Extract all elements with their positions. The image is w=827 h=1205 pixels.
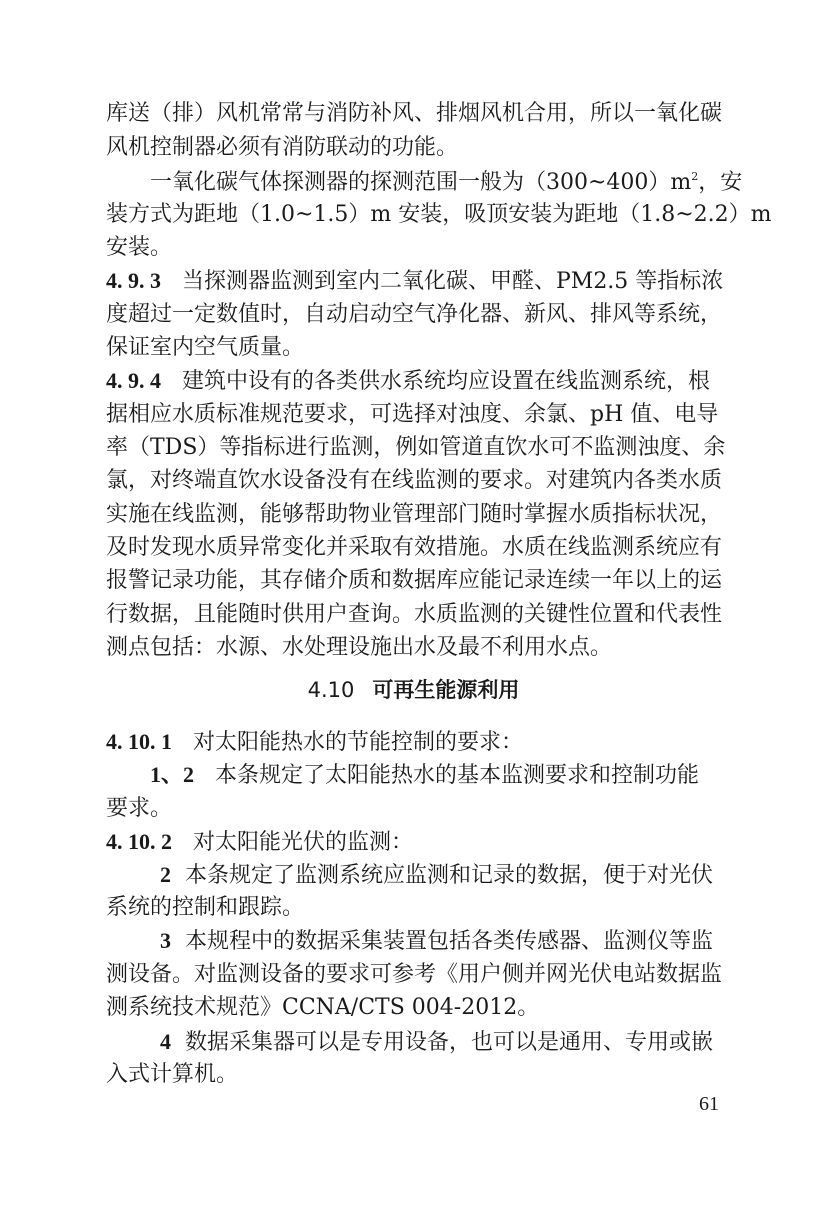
clause-number: 4. 9. 4 (106, 368, 161, 393)
item-text: 本规程中的数据采集装置包括各类传感器、监测仪等监 (185, 929, 714, 954)
para-line: 报警记录功能，其存储介质和数据库应能记录连续一年以上的运 (106, 568, 723, 593)
clause-4-9-4 (106, 366, 718, 397)
para-line: 安装。 (106, 235, 173, 260)
para-line: 度超过一定数值时，自动启动空气净化器、新风、排风等系统， (106, 302, 723, 327)
para-line: 要求。 (106, 796, 173, 821)
item-number: 1、2 (150, 762, 195, 787)
item-3 (160, 926, 718, 957)
para-line (150, 168, 743, 198)
clause-text: 对太阳能热水的节能控制的要求： (192, 730, 523, 755)
para-line: 氯，对终端直饮水设备没有在线监测的要求。对建筑内各类水质 (106, 468, 723, 493)
item-text: 数据采集器可以是专用设备，也可以是通用、专用或嵌 (185, 1030, 714, 1055)
clause-4-10-1 (106, 727, 718, 758)
para-line: 据相应水质标准规范要求，可选择对浊度、余氯、pH 值、电导 (106, 402, 719, 427)
item-4 (160, 1027, 718, 1058)
para-text: 一氧化碳气体探测器的探测范围一般为（300~400）m (150, 170, 692, 195)
clause-4-9-3 (106, 266, 724, 297)
para-line: 系统的控制和跟踪。 (106, 895, 305, 920)
section-heading (0, 675, 827, 705)
para-line: 风机控制器必须有消防联动的功能。 (106, 135, 459, 160)
para-line: 行数据，且能随时供用户查询。水质监测的关键性位置和代表性 (106, 602, 723, 627)
item-2 (160, 860, 718, 891)
item-text: 本条规定了太阳能热水的基本监测要求和控制功能 (215, 763, 700, 788)
clause-number: 4. 9. 3 (106, 268, 161, 293)
para-text: ，安 (698, 170, 743, 195)
section-number: 4.10 (307, 678, 355, 702)
clause-text: 对太阳能光伏的监测： (192, 830, 413, 855)
clause-4-10-2 (106, 827, 718, 858)
para-line: 入式计算机。 (106, 1062, 239, 1087)
item-number: 3 (160, 928, 171, 953)
clause-text: 建筑中设有的各类供水系统均应设置在线监测系统，根 (181, 369, 710, 394)
para-line: 装方式为距地（1.0~1.5）m 安装，吸顶安装为距地（1.8~2.2）m (106, 202, 772, 227)
para-line: 测设备。对监测设备的要求可参考《用户侧并网光伏电站数据监 (106, 962, 723, 987)
clause-number: 4. 10. 1 (106, 729, 172, 754)
clause-text: 当探测器监测到室内二氧化碳、甲醛、PM2.5 等指标浓 (181, 269, 724, 294)
section-title: 可再生能源利用 (372, 678, 520, 702)
item-1-2 (150, 760, 718, 791)
para-line: 保证室内空气质量。 (106, 335, 305, 360)
para-line: 测点包括：水源、水处理设施出水及最不利用水点。 (106, 635, 613, 660)
page-number: 61 (699, 1093, 719, 1115)
para-line: 率（TDS）等指标进行监测，例如管道直饮水可不监测浊度、余 (106, 435, 726, 460)
item-number: 4 (160, 1029, 171, 1054)
item-number: 2 (160, 862, 171, 887)
clause-number: 4. 10. 2 (106, 829, 172, 854)
item-text: 本条规定了监测系统应监测和记录的数据，便于对光伏 (185, 863, 714, 888)
para-line: 库送（排）风机常常与消防补风、排烟风机合用，所以一氧化碳 (106, 101, 723, 126)
para-line: 测系统技术规范》CCNA/CTS 004-2012。 (106, 995, 540, 1020)
para-line: 实施在线监测，能够帮助物业管理部门随时掌握水质指标状况， (106, 502, 723, 527)
para-line: 及时发现水质异常变化并采取有效措施。水质在线监测系统应有 (106, 535, 723, 560)
superscript: 2 (691, 170, 699, 183)
